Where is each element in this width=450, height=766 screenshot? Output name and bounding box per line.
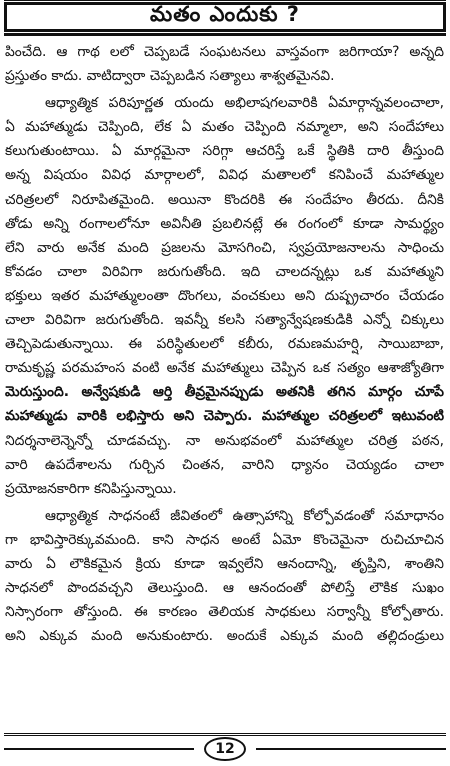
page-body [5, 40, 444, 648]
text-line: గా భావిస్తారెక్కువమంది. కాని సాధన అంటే ఏమో కొంచెమైనా రుచిచూచిన [5, 531, 444, 548]
text-line: కలుగుతుంటాయి. ఏ మార్గమైనా సరిగ్గా ఆచరిస్తే ఒకే స్థితికి దారి తీస్తుంది [5, 143, 444, 160]
paragraph [5, 40, 444, 88]
text-line: తోడు అన్ని రంగాలలోనూ అవినీతి ప్రబలినట్లే ఈ రంగంలో కూడా సామర్థ్యం [5, 215, 444, 232]
text-line: కోవడం చాలా విరివిగా జరుగుతోంది. ఇది చాలదన్నట్లు ఒక మహాత్ముని [5, 263, 444, 280]
chapter-header [4, 2, 446, 32]
text-line: వారి ఉపదేశాలను గుర్చిన చింతన, వారిని ధ్యానం చెయ్యడం చాలా [5, 456, 444, 473]
text-line: సాధనలో పొందవచ్చని తెలుస్తుంది. ఆ ఆనందంతో పోలిస్తే లౌకిక సుఖం [5, 580, 444, 597]
text-line: అని ఎక్కువ మంది అనుకుంటారు. అందుకే ఎక్కువ మంది తల్లిదండ్రులు [5, 628, 444, 645]
text-line: భక్తులు ఇతర మహాత్ములంతా దొంగలు, వంచకులు అని దుష్ప్రచారం చేయడం [5, 287, 444, 304]
text-line: వారు ఏ లౌకికమైన క్రియ కూడా ఇవ్వలేని ఆనందాన్ని, తృప్తిని, శాంతిని [5, 555, 444, 572]
text-line: చాలా విరివిగా జరుగుతోంది. ఇవన్నీ కలసి సత్యాన్వేషణకుడికి ఎన్నో చిక్కులు [5, 312, 444, 329]
text-line: తెచ్చిపెడుతున్నాయి. ఈ పరిస్థితులలో కబీరు, రమణమహర్షి, సాయిబాబా, [5, 336, 444, 353]
text-line: ప్రయోజనకారిగా కనిపిస్తున్నాయి. [5, 480, 177, 497]
text-line: ఆధ్యాత్మిక పరిపూర్ణత యందు అభిలాషగలవారికి ఏమార్గాన్నవలంచాలా, [45, 95, 444, 112]
text-line: పించేది. ఆ గాథ లలో చెప్పబడే సంఘటనలు వాస్తవంగా జరిగాయా? అన్నది [5, 44, 444, 60]
text-line: ఆధ్యాత్మిక సాధనంటే జీవితంలో ఉత్సాహాన్ని కోల్పోవడంతో సమాధానం [45, 507, 444, 524]
text-line: ఏ మహాత్ముడు చెప్పింది, లేక ఏ మతం చెప్పింది నమ్మాలా, అని సందేహాలు [5, 119, 444, 136]
text-line: చరిత్రలలో నిరూపితమైంది. అయినా కొందరికి ఈ సందేహం తీరదు. దీనికి [5, 191, 444, 208]
paragraph [5, 91, 444, 501]
text-line: ప్రస్తుతం కాదు. వాటిద్వారా చెప్పబడిన సత్యాలు శాశ్వతమైనవి. [5, 68, 335, 85]
page-footer [4, 733, 446, 762]
page-number: 12 [204, 737, 246, 761]
text-line: రామకృష్ణ పరమహంస వంటి అనేక మహాత్ములు చెప్పిన ఒక సత్యం ఆశాజ్యోతిగా [5, 360, 444, 377]
text-line: మహాత్ముడు వారికి లభిస్తారు అని చెప్పారు. మహాత్ముల చరిత్రలలో ఇటువంటి [5, 408, 444, 425]
text-line: అన్న విషయం వివిధ మార్గాలలో, వివిధ మతాలలో కనిపించే మహాత్ముల [5, 167, 444, 184]
text-line: నిదర్శనాలెన్నెన్నో చూడవచ్చు. నా అనుభవంలో మహాత్ముల చరిత్ర పఠన, [5, 432, 444, 449]
text-line: మెరుస్తుంది. అన్వేషకుడి ఆర్తి తీవ్రమైనప్పుడు అతనికి తగిన మార్గం చూపే [5, 384, 444, 401]
text-line: లేని వారు అనేక మంది ప్రజలను మోసగించి, స్వప్రయోజనాలను సాధించు [5, 239, 444, 256]
chapter-title: మతం ఎందుకు ? [150, 2, 300, 26]
text-line: నిస్సారంగా తోస్తుంది. ఈ కారణం తెలియక సాధకులు సర్వాన్నీ కోల్పోతారు. [5, 604, 444, 621]
paragraph [5, 504, 444, 649]
